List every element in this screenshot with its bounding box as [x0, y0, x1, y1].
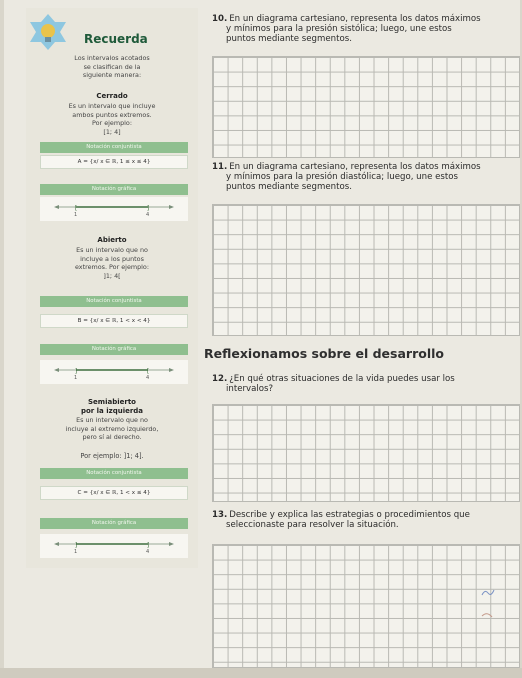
recuerda-sidebar: [26, 8, 198, 568]
svg-text:]: ]: [74, 542, 78, 549]
open-set-expression: B = {x/ x ∈ ℝ, 1 < x < 4}: [40, 314, 188, 328]
open-heading: Abierto: [97, 236, 127, 244]
open-graph-notation-label: Notación gráfica: [40, 344, 188, 355]
answer-grid-11[interactable]: [212, 204, 520, 336]
half-set-notation-label: Notación conjuntista: [40, 468, 188, 479]
half-left-tick: 1: [74, 549, 78, 555]
half-right-tick: 4: [146, 549, 150, 555]
answer-grid-13[interactable]: [212, 544, 520, 668]
closed-number-line: [40, 197, 188, 221]
half-open-heading: Semiabierto por la izquierda: [80, 398, 144, 415]
half-graph-notation-label: Notación gráfica: [40, 518, 188, 529]
open-right-tick: 4: [146, 375, 150, 381]
svg-text:[: [: [74, 205, 78, 212]
svg-text:]: ]: [146, 542, 150, 549]
answer-grid-10[interactable]: [212, 56, 520, 158]
section-title: Reflexionamos sobre el desarrollo: [204, 346, 444, 361]
half-open-example: Por ejemplo: ]1; 4].: [80, 452, 144, 460]
answer-grid-12[interactable]: [212, 404, 520, 502]
worksheet-page: [4, 0, 520, 678]
half-open-description: Es un intervalo que no incluye al extremo izquierdo, pero sí al derecho.: [65, 416, 159, 441]
pencil-mark-icon: [481, 587, 495, 597]
intro-text: Los intervalos acotados se clasifican de la siguiente manera:: [74, 54, 150, 79]
question-13: 13. Describe y explica las estrategias o procedimientos que seleccionaste para resolver la situación.: [212, 510, 470, 530]
svg-text:[: [: [146, 368, 150, 375]
svg-text:]: ]: [74, 368, 78, 375]
lightbulb-icon: [28, 14, 68, 50]
half-set-expression: C = {x/ x ∈ ℝ, 1 < x ≤ 4}: [40, 486, 188, 500]
closed-set-notation-label: Notación conjuntista: [40, 142, 188, 153]
closed-right-tick: 4: [146, 212, 150, 218]
svg-text:]: ]: [146, 205, 150, 212]
closed-heading: Cerrado: [96, 92, 128, 100]
half-number-line: [40, 534, 188, 558]
open-number-line: [40, 360, 188, 384]
closed-left-tick: 1: [74, 212, 78, 218]
open-description: Es un intervalo que no incluye a los puntos extremos. Por ejemplo: ]1; 4[: [74, 246, 149, 280]
open-left-tick: 1: [74, 375, 78, 381]
pencil-mark-icon: [481, 611, 493, 621]
question-10: 10. En un diagrama cartesiano, representa los datos máximos y mínimos para la presión sistólica; luego, une estos puntos mediante segmentos.: [212, 14, 481, 44]
question-11: 11. En un diagrama cartesiano, representa los datos máximos y mínimos para la presión diastólica; luego, une estos puntos mediante segmentos.: [212, 162, 481, 192]
closed-description: Es un intervalo que incluye ambos puntos extremos. Por ejemplo: [1; 4]: [68, 102, 156, 136]
question-12: 12. ¿En qué otras situaciones de la vida puedes usar los intervalos?: [212, 374, 455, 394]
recuerda-title: Recuerda: [84, 32, 148, 46]
page-bottom-edge: [0, 668, 522, 678]
closed-set-expression: A = {x/ x ∈ ℝ, 1 ≤ x ≤ 4}: [40, 155, 188, 169]
open-set-notation-label: Notación conjuntista: [40, 296, 188, 307]
closed-graph-notation-label: Notación gráfica: [40, 184, 188, 195]
